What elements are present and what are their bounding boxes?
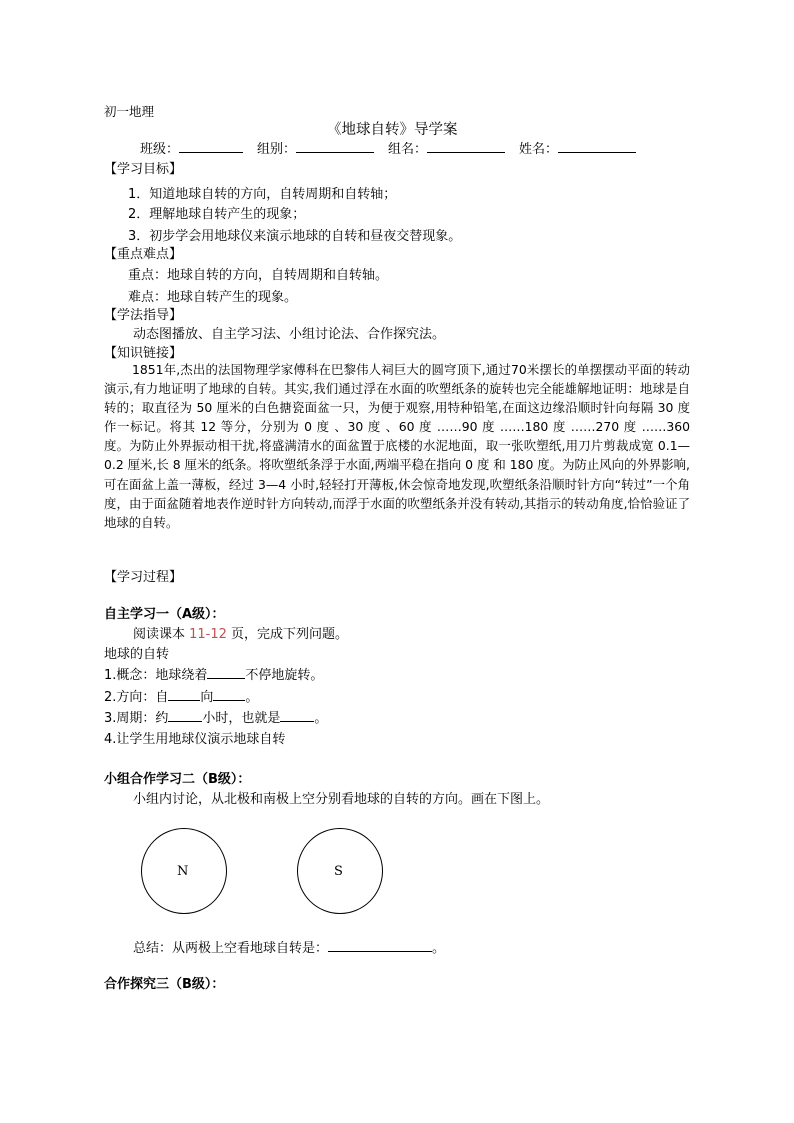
question-1 bbox=[104, 664, 323, 683]
summary-blank[interactable] bbox=[328, 939, 432, 952]
q2-prefix: 2.方向：自 bbox=[104, 690, 169, 705]
name-field[interactable] bbox=[558, 140, 636, 153]
key-point: 重点：地球自转的方向，自转周期和自转轴。 bbox=[128, 268, 389, 283]
summary-line bbox=[133, 937, 445, 956]
question-4: 4.让学生用地球仪演示地球自转 bbox=[104, 732, 286, 747]
group-study-heading: 小组合作学习二（B级）： bbox=[104, 772, 251, 787]
goal-item: 3．初步学会用地球仪来演示地球的自转和昼夜交替现象。 bbox=[128, 229, 462, 244]
knowledge-paragraph: 1851年,杰出的法国物理学家傅科在巴黎伟人祠巨大的圆穹顶下,通过70米摆长的单摆摆动平面的转动演示,有力地证明了地球的自转。其实,我们通过浮在水面的吹塑纸条的旋转也完全能雄解地证明：地球是自转的；取直径为 50 厘米的白色搪瓷面盆一只，为便于观察,用特种铅笔,在面这边缘沿顺时针向每隔 30 度作一标记。将其 12 等分，分别为 0 度 、30 度 、60 度 ……90 度 ……180 度 ……270 度 ……360 度。为防止外界振动相干扰,将盛满清水的面盆置于底楼的水泥地面，取一张吹塑纸,用刀片剪裁成宽 0.1—0.2 厘米,长 8 厘米的纸条。将吹塑纸条浮于水面,两端平稳在指向 0 度 和 180 度。为防止风向的外界影响,可在面盆上盖一薄板，经过 3—4 小时,轻轻打开薄板,休会惊奇地发现,吹塑纸条沿顺时针方向“转过”一个角度，由于面盆随着地表作逆时针方向转动,而浮于水面的吹塑纸条并没有转动,其指示的转动角度,恰恰验证了地球的自转。 bbox=[104, 362, 690, 530]
instruction-post: 页，完成下列问题。 bbox=[226, 627, 349, 642]
explore-heading: 合作探究三（B级）： bbox=[104, 977, 225, 992]
topic-label: 地球的自转 bbox=[104, 647, 170, 662]
q2-middle: 向 bbox=[200, 690, 214, 705]
q1-blank[interactable] bbox=[207, 666, 245, 679]
group-study-instruction: 小组内讨论，从北极和南极上空分别看地球的自转的方向。画在下图上。 bbox=[133, 792, 550, 807]
page-title: 《地球自转》导学案 bbox=[327, 122, 458, 138]
difficult-point: 难点：地球自转产生的现象。 bbox=[128, 290, 298, 305]
question-2 bbox=[104, 686, 258, 705]
group-label: 组别： bbox=[257, 142, 297, 157]
q3-prefix: 3.周期：约 bbox=[104, 711, 169, 726]
q2-blank-to[interactable] bbox=[213, 688, 245, 701]
self-study-instruction bbox=[133, 623, 348, 642]
q1-suffix: 不停地旋转。 bbox=[245, 668, 324, 683]
goal-item: 2．理解地球自转产生的现象； bbox=[128, 207, 306, 222]
q2-blank-from[interactable] bbox=[168, 688, 200, 701]
goals-heading: 【学习目标】 bbox=[104, 162, 183, 177]
instruction-pre: 阅读课本 bbox=[133, 627, 190, 642]
q3-blank-day[interactable] bbox=[280, 709, 314, 722]
page-reference: 11-12 bbox=[189, 627, 227, 642]
q3-blank-hours[interactable] bbox=[168, 709, 202, 722]
summary-end: 。 bbox=[432, 941, 446, 956]
q2-end: 。 bbox=[245, 690, 259, 705]
q3-middle: 小时，也就是 bbox=[202, 711, 281, 726]
subject-label: 初一地理 bbox=[104, 104, 155, 119]
method-text: 动态图播放、自主学习法、小组讨论法、合作探究法。 bbox=[133, 327, 446, 342]
class-label: 班级： bbox=[140, 142, 180, 157]
question-3 bbox=[104, 707, 327, 726]
goal-item: 1．知道地球自转的方向，自转周期和自转轴； bbox=[128, 187, 397, 202]
summary-prefix: 总结：从两极上空看地球自转是： bbox=[133, 941, 329, 956]
knowledge-heading: 【知识链接】 bbox=[104, 346, 183, 361]
process-heading: 【学习过程】 bbox=[104, 570, 183, 585]
info-line bbox=[140, 138, 636, 157]
class-field[interactable] bbox=[179, 140, 243, 153]
group-name-label: 组名： bbox=[388, 142, 428, 157]
group-name-field[interactable] bbox=[427, 140, 505, 153]
self-study-heading: 自主学习一（A级）： bbox=[104, 607, 225, 622]
north-pole-label: N bbox=[177, 864, 189, 879]
south-pole-label: S bbox=[334, 864, 343, 879]
q1-prefix: 1.概念：地球绕着 bbox=[104, 668, 208, 683]
keypoints-heading: 【重点难点】 bbox=[104, 247, 183, 262]
method-heading: 【学法指导】 bbox=[104, 308, 183, 323]
name-label: 姓名： bbox=[519, 142, 559, 157]
q3-end: 。 bbox=[314, 711, 328, 726]
group-field[interactable] bbox=[296, 140, 374, 153]
